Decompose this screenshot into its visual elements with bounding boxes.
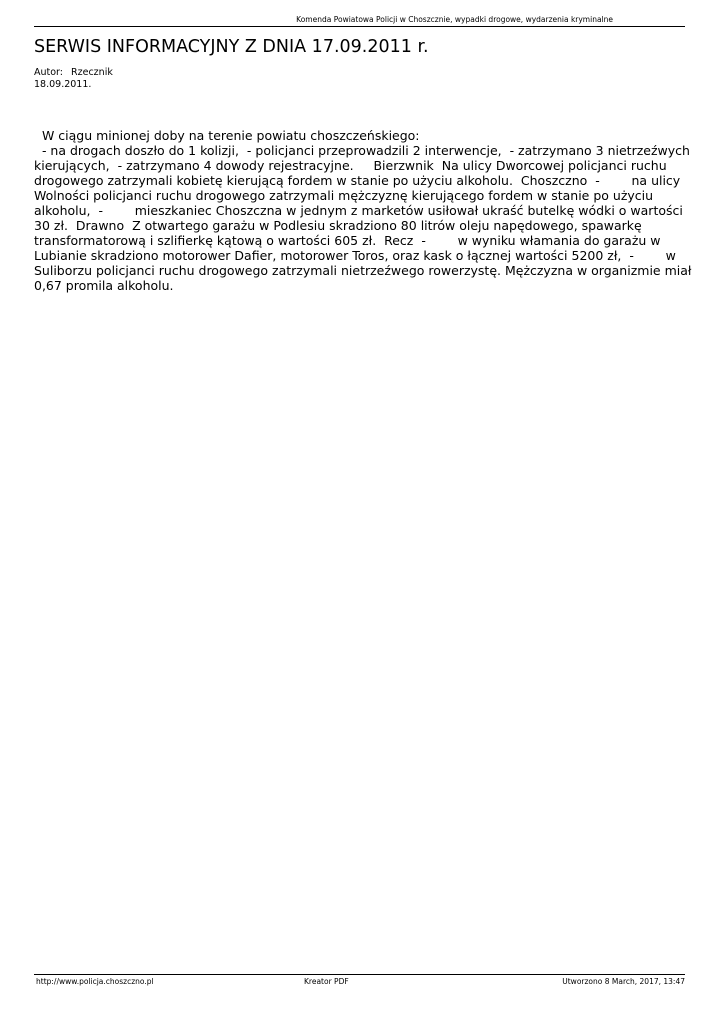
article-date: 18.09.2011. [34, 79, 92, 90]
author-name: Rzecznik [71, 67, 113, 78]
body-line: 30 zł. Drawno Z otwartego garażu w Podlesiu skradziono 80 litrów oleju napędowego, spawarkę [34, 218, 642, 233]
site-header-text: Komenda Powiatowa Policji w Choszcznie, wypadki drogowe, wydarzenia kryminalne [296, 15, 613, 24]
footer-generator: Kreator PDF [304, 977, 349, 986]
page-footer [34, 974, 685, 986]
body-line: Suliborzu policjanci ruchu drogowego zatrzymali nietrzeźwego rowerzystę. Mężczyzna w organizmie miał [34, 263, 692, 278]
body-line: Wolności policjanci ruchu drogowego zatrzymali mężczyznę kierującego fordem w stanie po użyciu [34, 188, 654, 203]
footer-created-timestamp: Utworzono 8 March, 2017, 13:47 [562, 977, 685, 986]
site-header [34, 14, 685, 27]
article-body [34, 128, 692, 293]
body-line: W ciągu minionej doby na terenie powiatu choszczeńskiego: [34, 128, 420, 143]
body-line: - na drogach doszło do 1 kolizji, - policjanci przeprowadzili 2 interwencje, - zatrzymano 3 nietrzeźwych [34, 143, 690, 158]
body-line: Lubianie skradziono motorower Dafier, motorower Toros, oraz kask o łącznej wartości 5200 zł, - w [34, 248, 676, 263]
author-label: Autor: [34, 67, 63, 78]
body-line: drogowego zatrzymali kobietę kierującą fordem w stanie po użyciu alkoholu. Choszczno - na ulicy [34, 173, 681, 188]
author-line [34, 67, 113, 79]
article-meta [34, 67, 113, 91]
footer-url-link[interactable]: http://www.policja.choszczno.pl [36, 977, 154, 986]
body-line: transformatorową i szlifierkę kątową o wartości 605 zł. Recz - w wyniku włamania do garażu w [34, 233, 661, 248]
body-line: 0,67 promila alkoholu. [34, 278, 174, 293]
body-line: alkoholu, - mieszkaniec Choszczna w jednym z marketów usiłował ukraść butelkę wódki o wartości [34, 203, 683, 218]
body-line: kierujących, - zatrzymano 4 dowody rejestracyjne. Bierzwnik Na ulicy Dworcowej policjanci ruchu [34, 158, 667, 173]
page-title: SERWIS INFORMACYJNY Z DNIA 17.09.2011 r. [34, 37, 429, 57]
